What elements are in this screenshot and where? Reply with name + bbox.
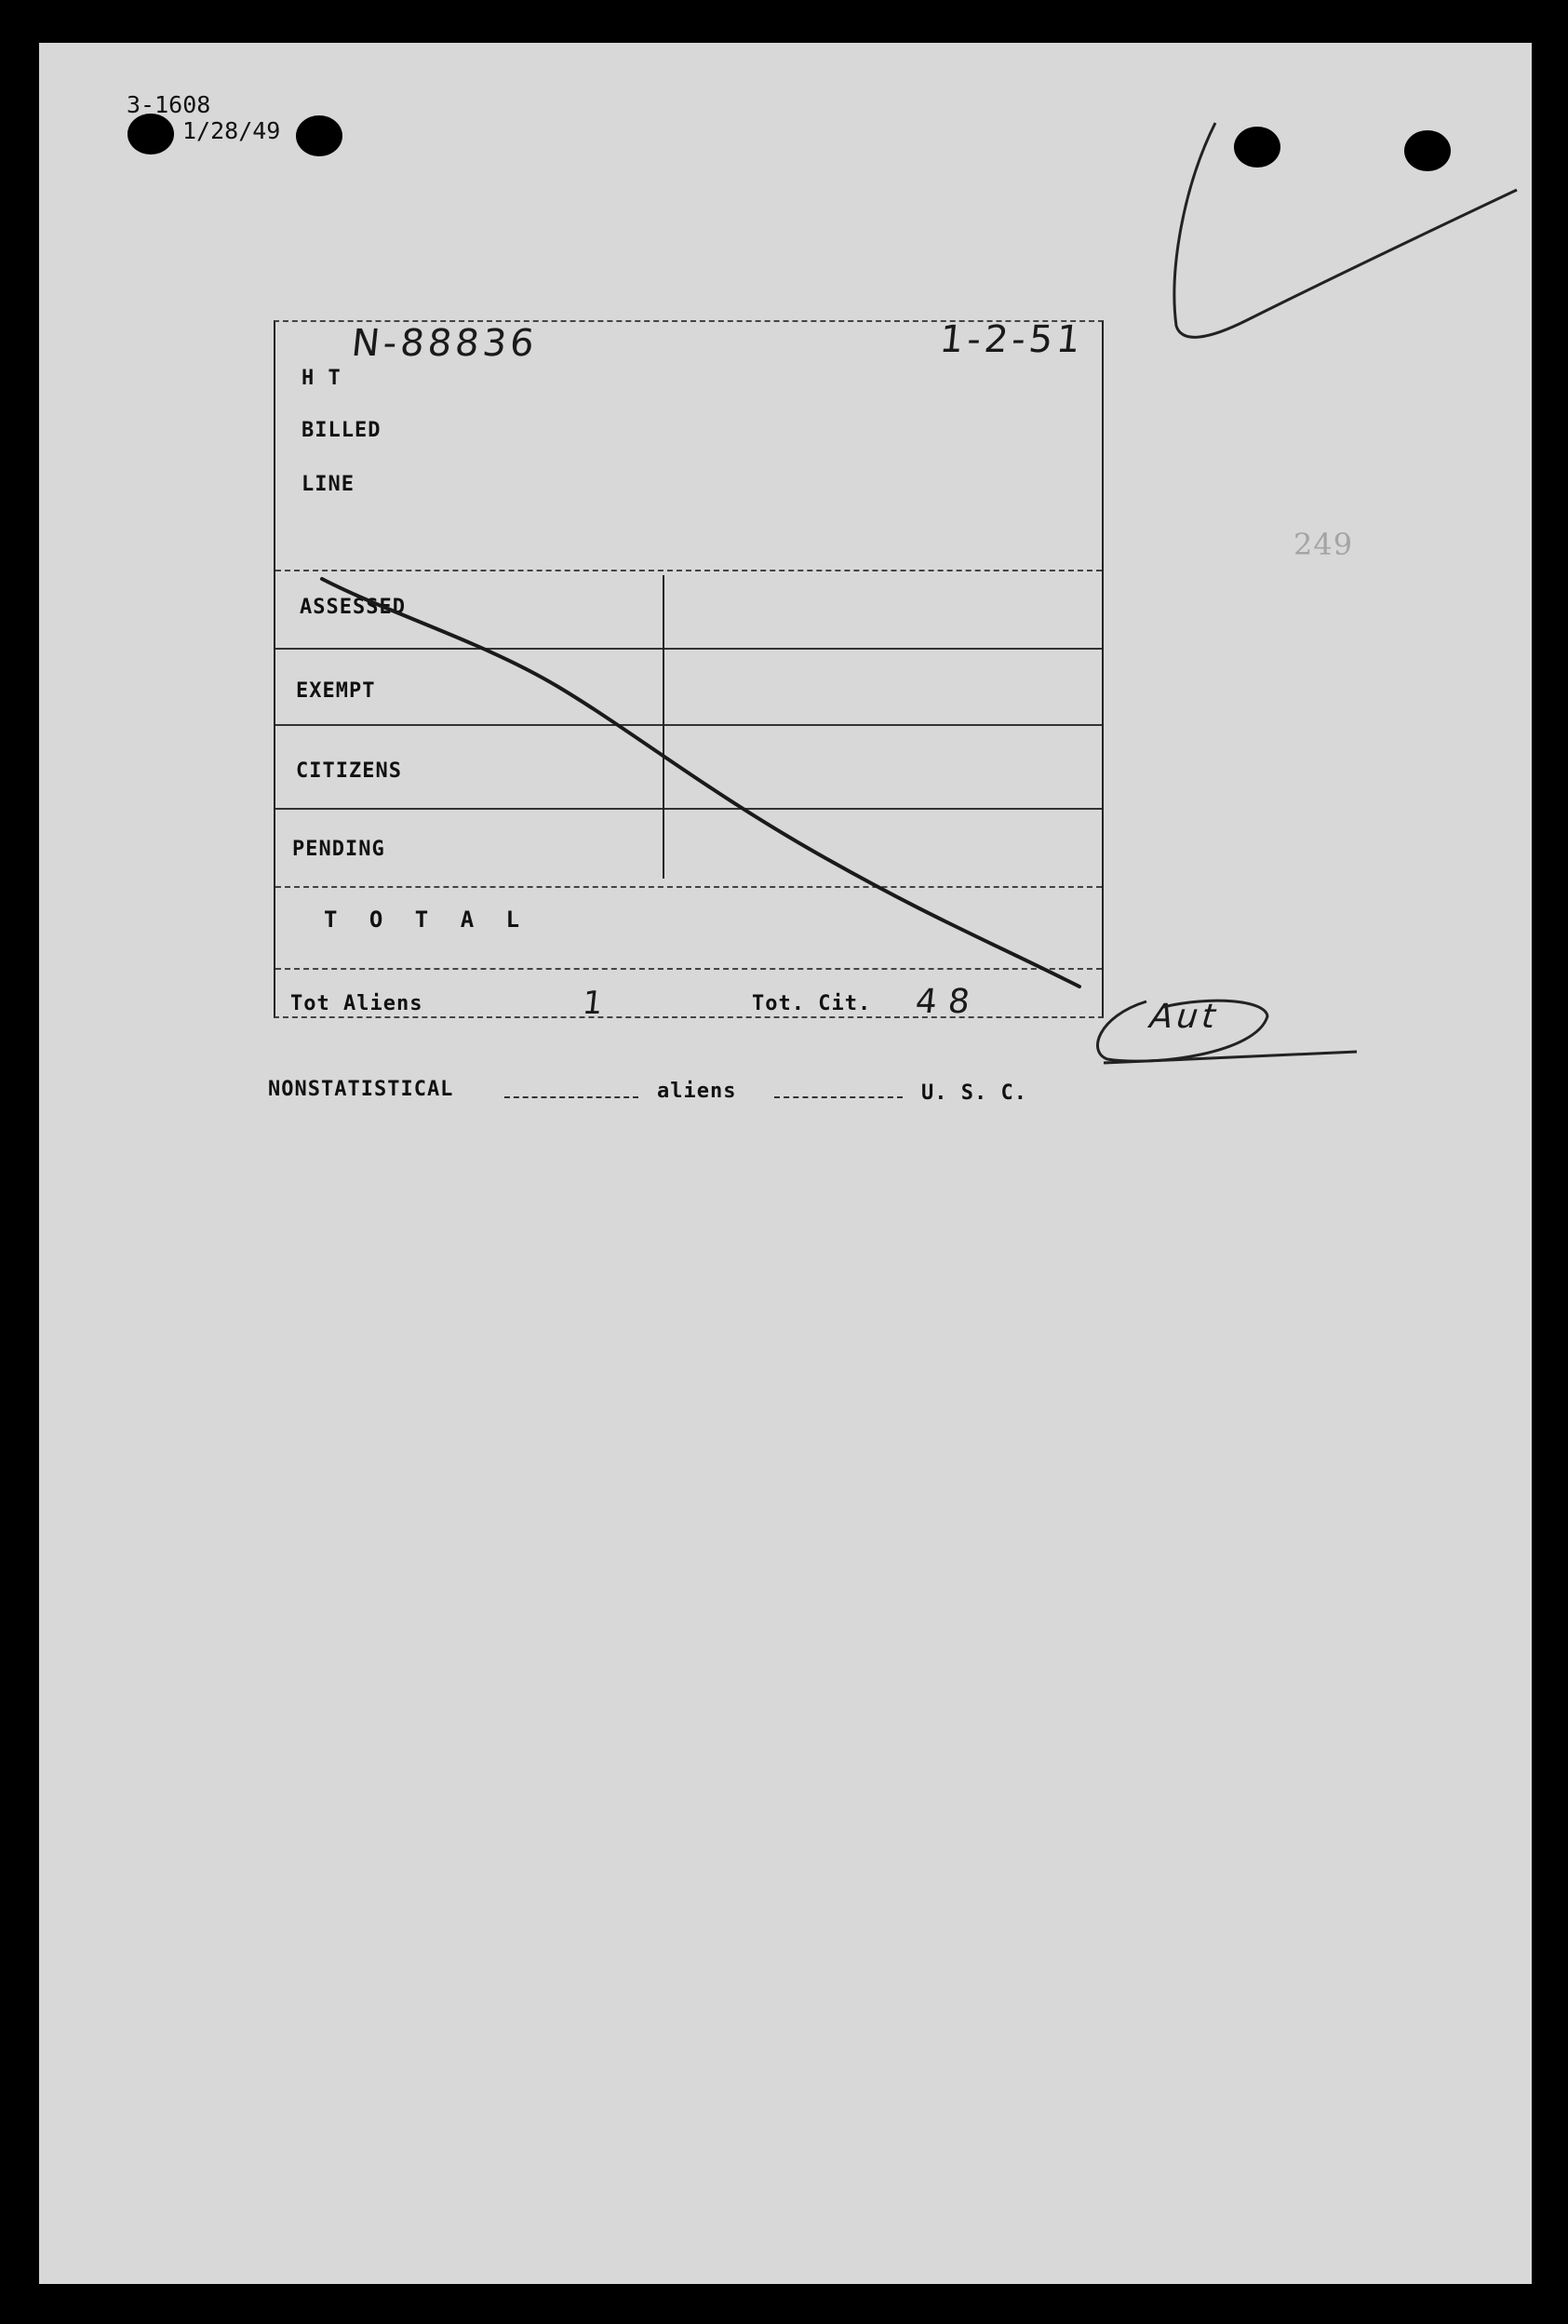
- tot-cit-label: Tot. Cit.: [752, 992, 872, 1015]
- label-billed: BILLED: [302, 419, 382, 442]
- date-handwritten: 1-2-51: [937, 318, 1087, 361]
- tot-cit-value: 48: [913, 983, 983, 1021]
- usc-label: U. S. C.: [921, 1081, 1027, 1105]
- row-label-citizens: CITIZENS: [296, 759, 402, 783]
- tot-aliens-value: 1: [580, 985, 609, 1022]
- row-label-assessed: ASSESSED: [300, 596, 406, 619]
- file-number: N-88836: [349, 322, 541, 365]
- form-number: 3-1608: [127, 91, 211, 118]
- row-label-pending: PENDING: [292, 838, 385, 861]
- aliens-label: aliens: [657, 1080, 737, 1103]
- initials-signature: Aut: [1147, 998, 1221, 1036]
- cross-out-stroke: [322, 579, 1079, 987]
- form-date: 1/28/49: [182, 117, 281, 144]
- tot-aliens-label: Tot Aliens: [290, 992, 423, 1015]
- label-line: LINE: [302, 473, 355, 496]
- total-label: T O T A L: [324, 907, 529, 933]
- nonstatistical-label: NONSTATISTICAL: [268, 1078, 454, 1101]
- check-mark-stroke: [1174, 123, 1517, 337]
- page-number-stamp: 249: [1293, 527, 1354, 562]
- label-ht: H T: [302, 367, 342, 390]
- row-label-exempt: EXEMPT: [296, 679, 376, 703]
- initials-loop-stroke: [1098, 1001, 1267, 1061]
- initials-underline-stroke: [1104, 1052, 1357, 1063]
